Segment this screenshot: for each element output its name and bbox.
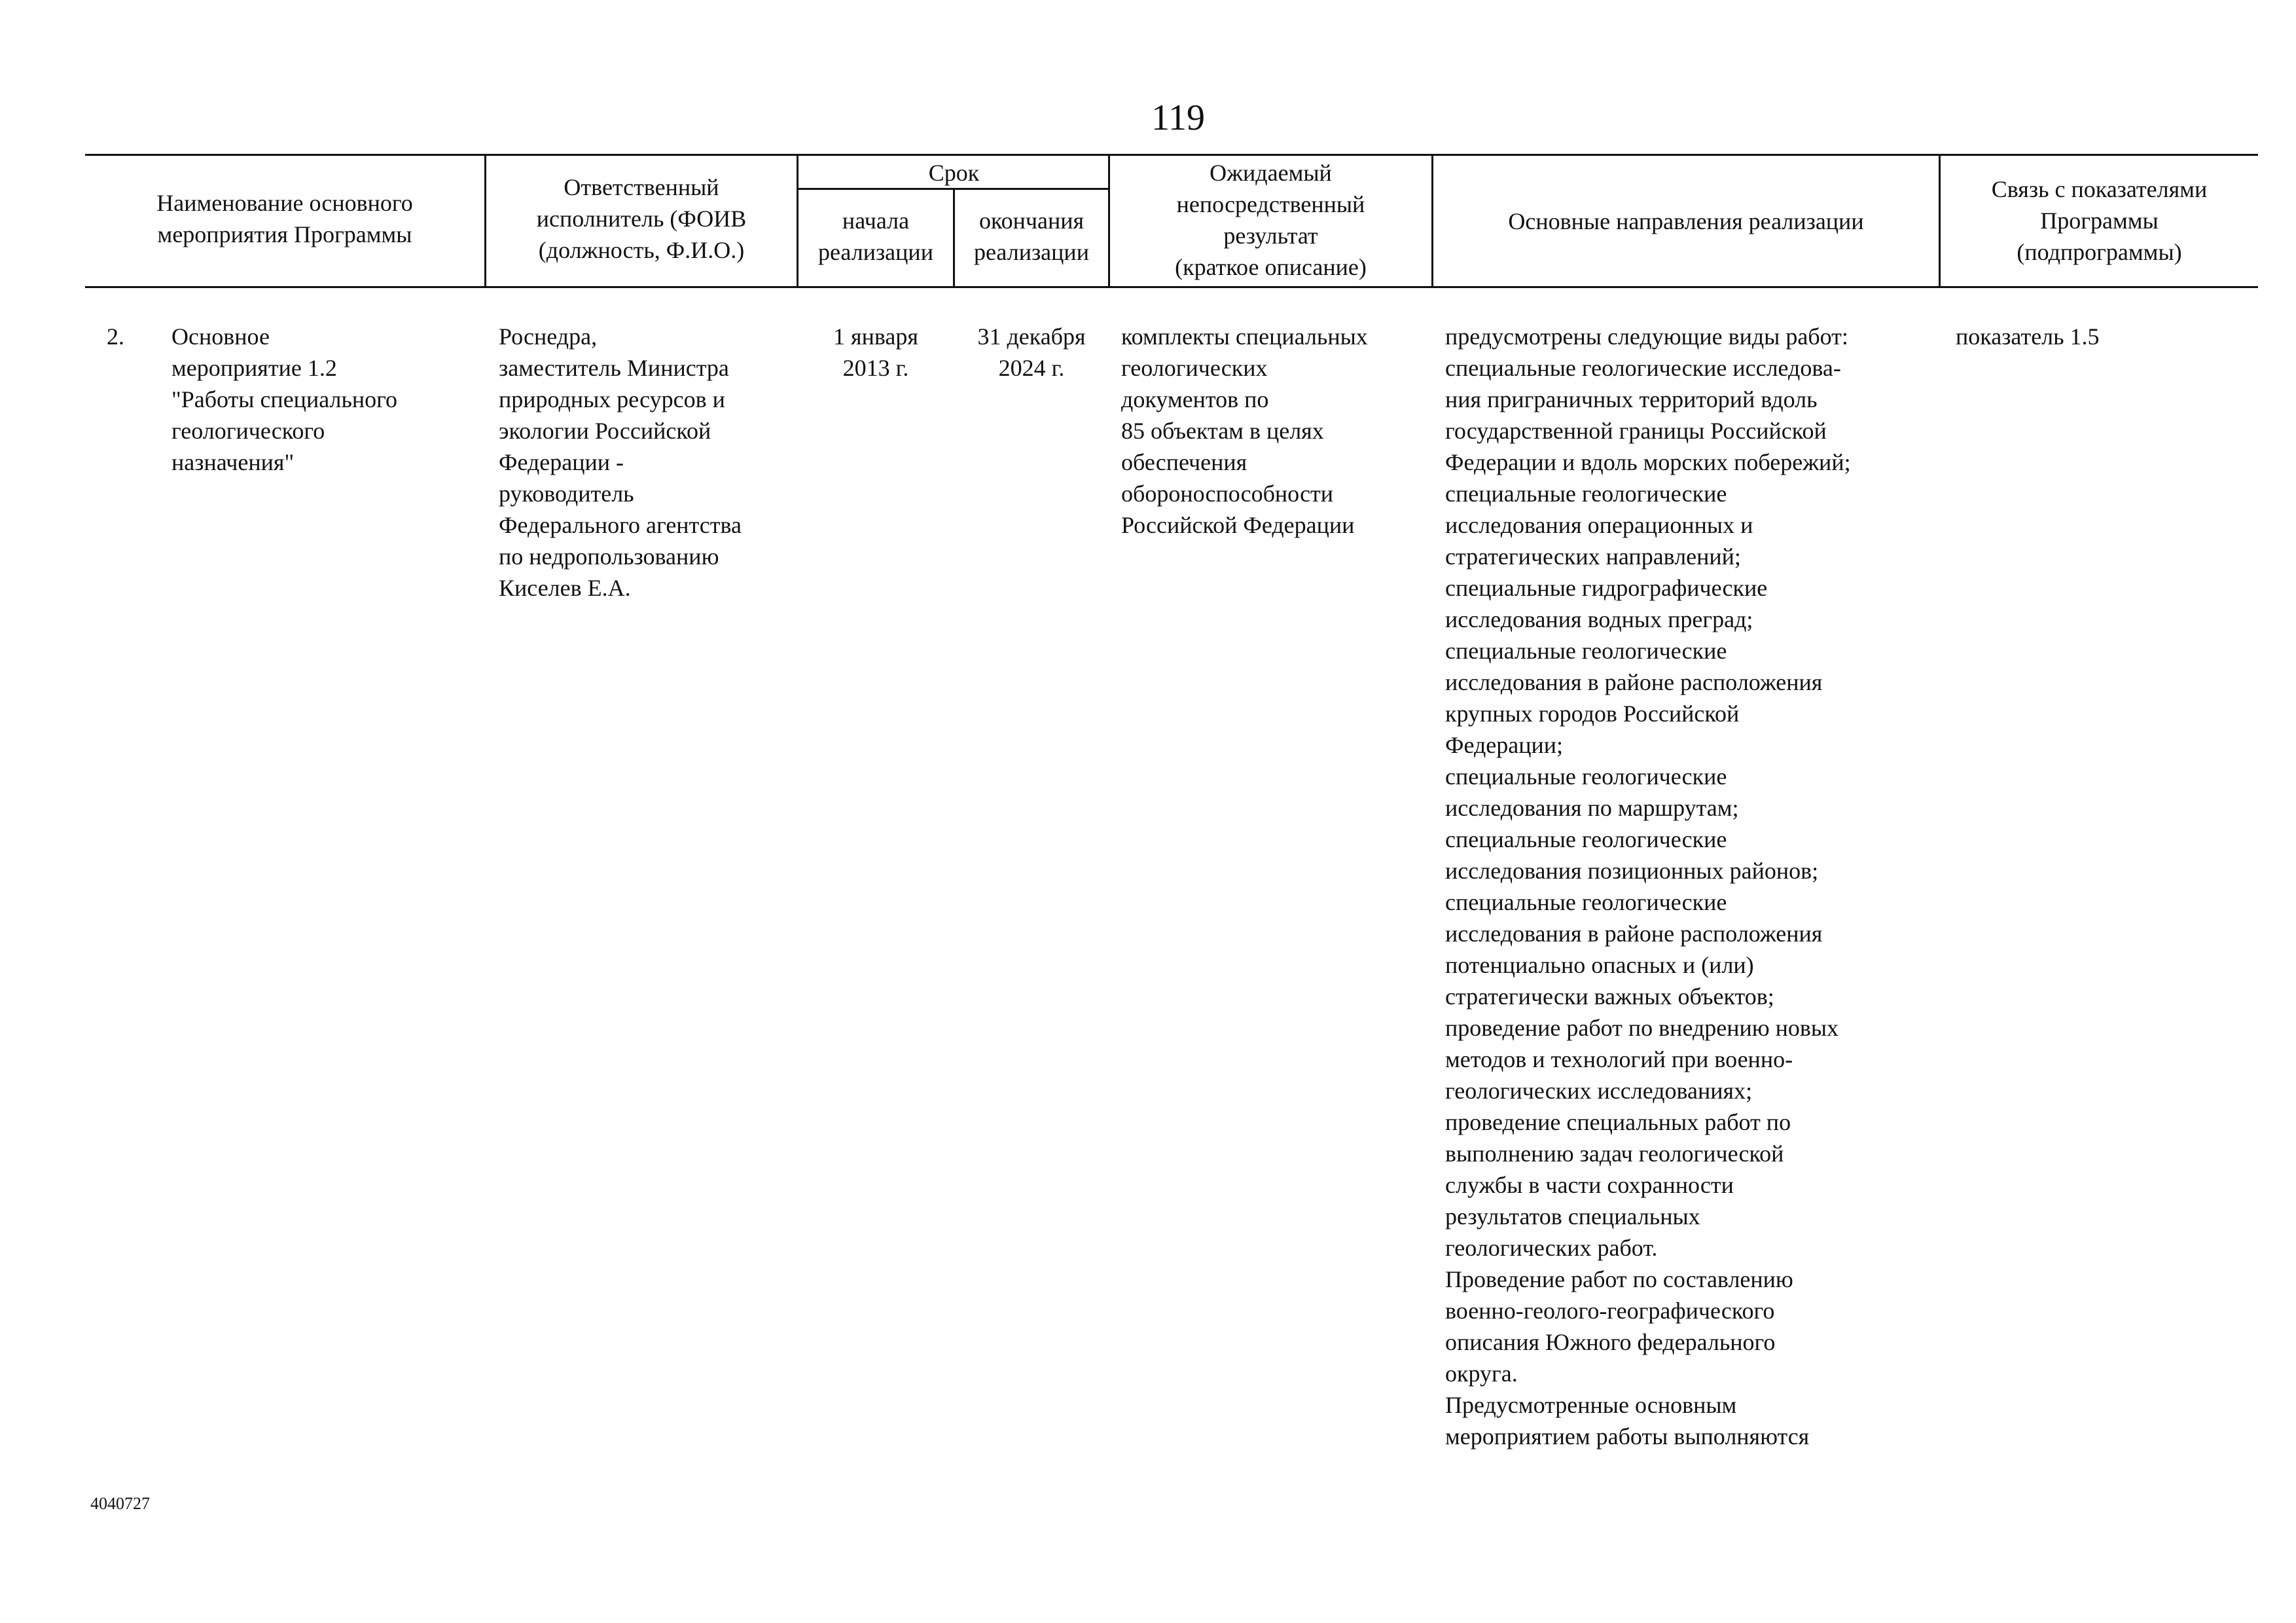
activity-name: Основное мероприятие 1.2 "Работы специального геологического назначения" [171,323,398,475]
header-start-date: начала реализации [818,208,933,265]
table-header-bottom-rule [85,286,2258,288]
expected-result: комплекты специальных геологических документов по 85 объектам в целях обеспечения обороноспособности Российской Федерации [1121,323,1368,538]
header-expected-result: Ожидаемый непосредственный результат (краткое описание) [1175,160,1367,280]
header-indicator-link: Связь с показателями Программы (подпрограммы) [1991,176,2208,265]
main-directions: предусмотрены следующие виды работ: специальные геологические исследова- ния приграничных территорий вдоль государственной границы Российской Федерации и вдоль морских побережий; специальные геологические исследования операционных и стратегических направлений; специальные гидрографические исследования водных преград; специальные геологические исследования в районе расположения крупных городов Российской Федерации; специальные геологические исследования по маршрутам; специальные геологические исследования позиционных районов; специальные геологические исследования в районе расположения потенциально опасных и (или) стратегически важных объектов; проведение работ по внедрению новых методов и технологий при военно- геологических исследованиях; проведение специальных работ по выполнению задач геологической службы в части сохранности результатов специальных геологических работ. Проведение работ по составлению военно-геолого-географического описания Южного федерального округа. Предусмотренные основным мероприятием работы выполняются [1445,323,1851,1450]
row-number: 2. [107,323,124,350]
header-term: Срок [928,160,980,186]
header-main-directions: Основные направления реализации [1508,208,1864,234]
start-date: 1 января 2013 г. [833,323,918,381]
header-end-date: окончания реализации [974,208,1089,265]
page-number: 119 [1151,98,1205,138]
table-top-rule [85,154,2258,156]
responsible-executor: Роснедра, заместитель Министра природных ресурсов и экологии Российской Федерации - руководитель Федерального агентства по недропользованию Киселев Е.А. [499,323,742,601]
document-code: 4040727 [90,1494,150,1513]
indicator-link: показатель 1.5 [1956,323,2100,350]
header-responsible-executor: Ответственный исполнитель (ФОИВ (должность, Ф.И.О.) [536,174,747,263]
end-date: 31 декабря 2024 г. [977,323,1086,381]
header-activity-name: Наименование основного мероприятия Программы [156,190,413,247]
